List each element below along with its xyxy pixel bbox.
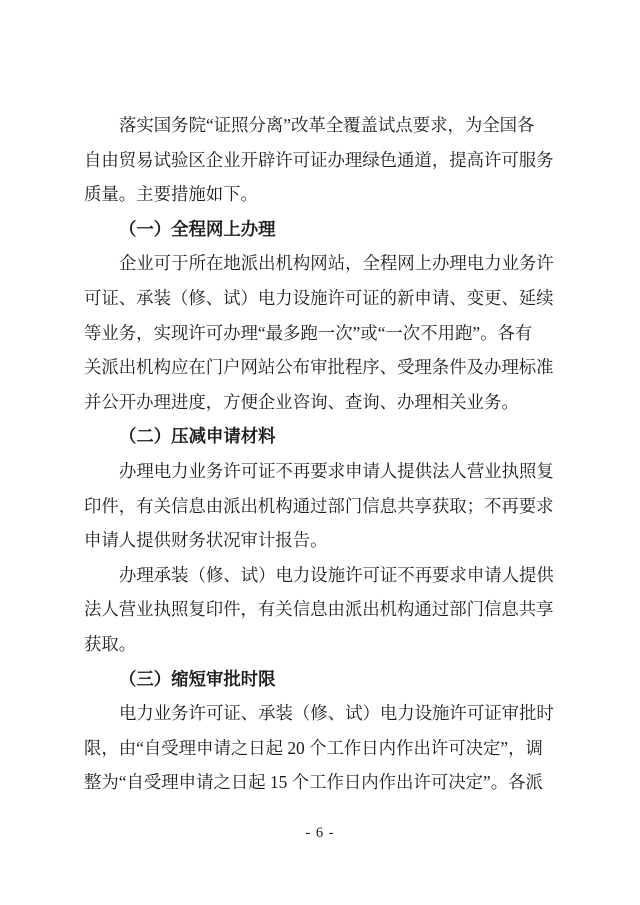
text-line: 并公开办理进度，方便企业咨询、查询、办理相关业务。 bbox=[84, 391, 519, 412]
text-line: 印件，有关信息由派出机构通过部门信息共享获取；不再要求 bbox=[84, 495, 554, 516]
page-number: - 6 - bbox=[305, 825, 335, 841]
page-footer bbox=[0, 824, 640, 842]
text-line: 获取。 bbox=[84, 633, 137, 654]
section-heading-line: （三）缩短审批时限 bbox=[119, 668, 276, 689]
text-line: 限，由“自受理申请之日起 20 个工作日内作出许可决定”，调 bbox=[84, 737, 543, 758]
text-line: 质量。主要措施如下。 bbox=[84, 184, 258, 205]
text-line: 电力业务许可证、承装（修、试）电力设施许可证审批时 bbox=[119, 703, 554, 724]
text-line: 办理电力业务许可证不再要求申请人提供法人营业执照复 bbox=[119, 460, 554, 481]
text-line: 落实国务院“证照分离”改革全覆盖试点要求，为全国各 bbox=[119, 115, 535, 135]
text-line: 可证、承装（修、试）电力设施许可证的新申请、变更、延续 bbox=[84, 287, 554, 308]
text-line: 企业可于所在地派出机构网站，全程网上办理电力业务许 bbox=[119, 253, 554, 274]
section-heading-line: （一）全程网上办理 bbox=[119, 218, 276, 239]
text-line: 办理承装（修、试）电力设施许可证不再要求申请人提供 bbox=[119, 564, 554, 585]
text-line: 整为“自受理申请之日起 15 个工作日内作出许可决定”。各派 bbox=[84, 772, 543, 793]
text-line: 自由贸易试验区企业开辟许可证办理绿色通道，提高许可服务 bbox=[84, 149, 554, 170]
text-line: 法人营业执照复印件，有关信息由派出机构通过部门信息共享 bbox=[84, 599, 554, 620]
document-body bbox=[84, 108, 570, 800]
section-heading-line: （二）压减申请材料 bbox=[119, 426, 276, 447]
text-line: 申请人提供财务状况审计报告。 bbox=[84, 530, 328, 551]
text-line: 关派出机构应在门户网站公布审批程序、受理条件及办理标准 bbox=[84, 357, 554, 378]
text-line: 等业务，实现许可办理“最多跑一次”或“一次不用跑”。各有 bbox=[84, 322, 533, 343]
